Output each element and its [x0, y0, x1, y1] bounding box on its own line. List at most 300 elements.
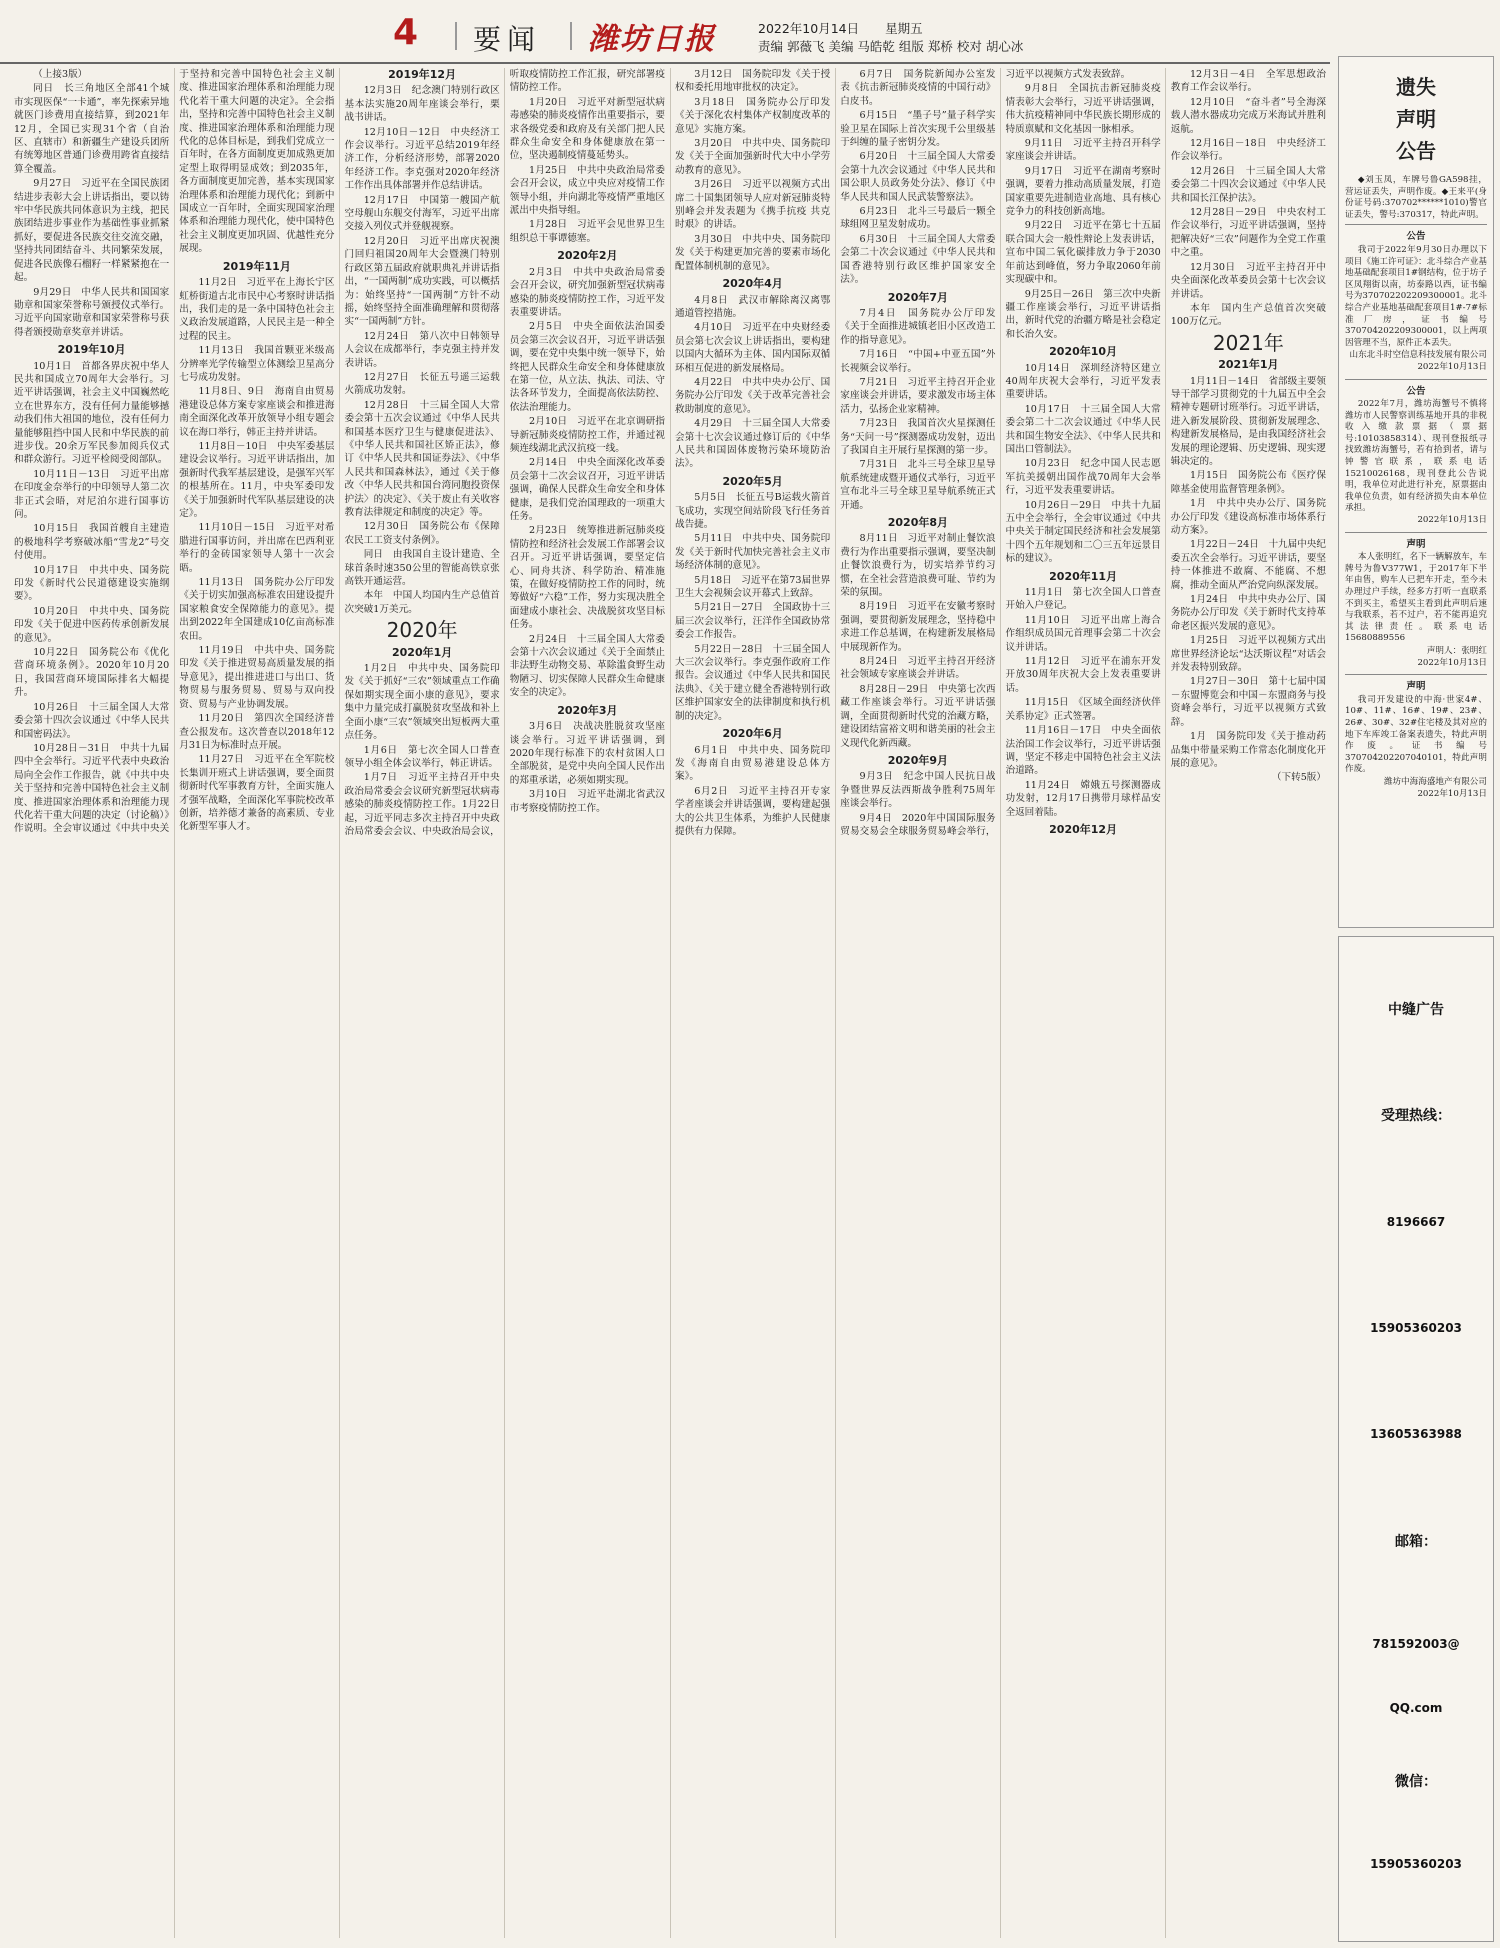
- entry-text: 习近平会见世界卫生组织总干事谭德塞。: [509, 219, 666, 244]
- entry-text: 我国首次火星探测任务“天问一号”探测器成功发射，迈出了我国自主开展行星探测的第一步。: [840, 418, 996, 456]
- entry-text: 十三届全国人大常委会第二十次会议通过《中华人民共和国香港特别行政区维护国家安全法》。: [840, 233, 996, 286]
- chronicle-entry: [510, 415, 665, 455]
- chronicle-entry: [510, 164, 665, 218]
- entry-text: 习近平主持召开科学家座谈会并讲话。: [1005, 138, 1161, 163]
- newspaper-masthead: 潍坊日报: [588, 22, 716, 57]
- month-heading: 2020年1月: [391, 645, 453, 659]
- entry-text: 习近平主持召开专家学者座谈会并讲话强调，要构建起强大的公共卫生体系，为维护人民健康提供有力保障。: [675, 785, 831, 837]
- chronicle-entry: [14, 177, 169, 284]
- entry-date: 9月4日: [859, 812, 892, 824]
- entry-text: 习近平对制止餐饮浪费行为作出重要指示强调，要坚决制止餐饮浪费行为，切实培养节约习惯，在全社会营造浪费可耻、节约为荣的氛围。: [840, 533, 996, 599]
- entry-date: 3月6日: [528, 721, 564, 733]
- entry-text: 习近平对新型冠状病毒感染的肺炎疫情作出重要指示，要求各级党委和政府及有关部门把人民群众生命安全和身体健康放在第一位，坚决遏制疫情蔓延势头。: [509, 96, 666, 162]
- entry-date: 8月24日: [859, 656, 898, 668]
- chronicle-entry: [840, 458, 995, 512]
- chronicle-entry: [840, 68, 995, 108]
- entry-spacer: [383, 590, 393, 601]
- entry-date: 9月29日: [33, 286, 72, 298]
- chronicle-entry: [1006, 696, 1161, 723]
- entry-date: 11月2日: [198, 277, 237, 289]
- entry-text: 海南自由贸易港建设总体方案专家座谈会和推进海南全面深化改革开放领导小组专题会议在海口举行，韩正主持并讲话。: [179, 386, 335, 438]
- phone-number: 15905360203: [1370, 1321, 1462, 1335]
- entry-spacer: [728, 786, 738, 797]
- chronicle-entry: [1171, 593, 1326, 633]
- chronicle-entry: [345, 399, 500, 520]
- entry-spacer: [733, 234, 743, 245]
- continued-note: （上接3版）: [33, 69, 88, 80]
- notice-body: ◆刘玉凤，车牌号鲁GA598挂，营运证丢失，声明作废。◆王来平(身份证号码:370702******1010)警官证丢失，警号:370317，特此声明。: [1345, 175, 1487, 220]
- entry-spacer: [898, 601, 908, 612]
- notice-date: 2022年10月13日: [1417, 515, 1487, 526]
- entry-spacer: [567, 525, 577, 536]
- entry-date: 10月22日: [33, 647, 79, 659]
- chronicle-entry: [345, 371, 500, 398]
- month-heading: 2020年12月: [1049, 822, 1118, 836]
- entry-text: 中央第七次西藏工作座谈会举行。习近平讲话强调，全面贯彻新时代党的治藏方略，建设团结富裕文明和谐美丽的社会主义现代化新西藏。: [840, 683, 996, 749]
- entry-date: 11月20日: [198, 713, 245, 725]
- entry-spacer: [1259, 539, 1269, 550]
- chronicle-entry: [840, 307, 995, 347]
- entry-date: 4月10日: [694, 322, 733, 334]
- entry-text: 习近平在湖南考察时强调，要着力推动高质量发展，打造国家重要先进制造业高地、具有核心竞争力的科技创新高地。: [1005, 165, 1161, 218]
- entry-spacer: [409, 400, 419, 411]
- entry-date: 12月10日－12日: [363, 126, 441, 138]
- chronicle-entry: [1006, 165, 1161, 219]
- entry-spacer: [79, 702, 89, 713]
- entry-spacer: [763, 644, 773, 655]
- entry-date: 3月30日: [694, 233, 733, 245]
- entry-date: 6月30日: [859, 233, 898, 245]
- entry-text: 十三届全国人大常委会第十七次会议通过修订后的《中华人民共和国固体废物污染环境防治法》。: [675, 418, 831, 470]
- entry-text: 习近平出席上海合作组织成员国元首理事会第二十次会议并讲话。: [1005, 614, 1161, 653]
- entry-spacer: [563, 721, 573, 732]
- entry-date: 1月20日: [528, 96, 568, 108]
- entry-date: 12月16日－18日: [1189, 138, 1267, 150]
- notice-heading: 声明: [1406, 538, 1426, 550]
- notice-heading: 公告: [1406, 231, 1426, 243]
- wechat-id: 15905360203: [1370, 1857, 1462, 1871]
- entry-spacer: [736, 97, 747, 108]
- entry-date: 6月23日: [859, 206, 898, 218]
- entry-text: 武汉市解除离汉离鄂通道管控措施。: [675, 294, 831, 319]
- month-heading: 2020年7月: [887, 290, 949, 304]
- entry-text: 中共中央办公厅、国务院办公厅印发《建设高标准市场体系行动方案》。: [1170, 498, 1326, 536]
- entry-spacer: [1267, 138, 1277, 149]
- chronicle-entry: [510, 633, 665, 700]
- entry-date: 1月: [1189, 731, 1207, 743]
- header-rule: [0, 62, 1330, 64]
- notice-divider: [1345, 224, 1487, 225]
- entry-spacer: [928, 684, 938, 695]
- notice-date: 2022年10月13日: [1417, 361, 1487, 372]
- month-heading: 2020年5月: [722, 474, 783, 488]
- chronicle-entry: [179, 344, 334, 384]
- entry-date: 7月31日: [859, 459, 898, 471]
- year-heading: 2020年: [386, 618, 458, 643]
- chronicle-entry: [179, 712, 334, 752]
- entry-date: 12月27日: [363, 371, 410, 383]
- entry-spacer: [237, 277, 247, 288]
- entry-date: 3月20日: [694, 138, 733, 150]
- entry-text: 中央全面依法治国委员会第三次会议召开，习近平讲话强调，要在党中央集中统一领导下，始终把人民群众生命安全和身体健康放在第一位，从立法、执法、司法、守法各环节发力，全面提高依法防控、依法治理能力。: [509, 321, 665, 413]
- chronicle-entry: [675, 321, 830, 375]
- entry-date: 10月28日－31日: [33, 742, 111, 754]
- entry-text: 习近平主持召开中央全面深化改革委员会第十七次会议并讲话。: [1170, 261, 1326, 300]
- entry-date: 9月25日－26日: [1024, 288, 1094, 300]
- entry-text: 中共中央、国务院印发《关于全面加强新时代大中小学劳动教育的意见》。: [675, 138, 831, 176]
- entry-spacer: [733, 138, 743, 149]
- notice-heading: 声明: [1406, 681, 1426, 693]
- entry-date: 1月2日: [363, 663, 398, 675]
- entry-spacer: [110, 469, 120, 480]
- entry-date: 7月21日: [859, 376, 898, 388]
- entry-spacer: [1063, 138, 1073, 149]
- entry-date: 12月30日: [1189, 261, 1236, 273]
- entry-text: 中央经济工作会议举行。习近平总结2019年经济工作，分析经济形势，部署2020年经济工作。李克强对2020年经济工作作出具体部署并作总结讲话。: [344, 126, 500, 192]
- entry-date: 2月10日: [528, 416, 568, 428]
- entry-text: “中国+中亚五国”外长视频会议举行。: [840, 349, 996, 374]
- entry-spacer: [244, 577, 254, 588]
- entry-date: 1月25日: [1189, 635, 1229, 647]
- notice-body: 本人张明红，名下一辆解放车，车牌号为鲁V377W1，于2017年下半年由售，购车人已把车开走，至今未办理过户手续，经多方打听一直联系不到买主，希望买主看到此声明后速与我联系，若不过户，若不能再追究其法律责任。联系电话15680889556: [1345, 552, 1487, 644]
- entry-text: 习近平在中央财经委员会第七次会议上讲话指出，要构建以国内大循环为主体、国内国际双循环相互促进的新发展格局。: [675, 322, 831, 374]
- month-heading: 2020年10月: [1049, 345, 1118, 359]
- entry-date: 1月: [1189, 498, 1207, 510]
- entry-text: 习近平主持召开经济社会领域专家座谈会并讲话。: [840, 656, 996, 681]
- entry-text: 习近平在全军院校长集训开班式上讲话强调，要全面贯彻新时代军事教育方针，全面实施人才强军战略，全面深化军事院校改革创新，培养德才兼备的高素质、专业化新型军事人才。: [179, 754, 335, 833]
- entry-spacer: [1236, 262, 1246, 273]
- month-heading: 2021年1月: [1218, 358, 1279, 372]
- month-heading: 2020年6月: [722, 727, 783, 741]
- chronicle-entry: [675, 643, 830, 723]
- chronicle-entry: [840, 109, 995, 149]
- entry-text: 中央全面依法治国工作会议举行，习近平讲话强调，坚定不移走中国特色社会主义法治道路。: [1005, 725, 1161, 777]
- chronicle-entry: [510, 788, 665, 815]
- entry-text: 中共中央政治局常委会召开会议，研究加强新型冠状病毒感染的肺炎疫情防控工作，习近平发表重要讲话。: [509, 266, 665, 318]
- entry-date: 1月22日－24日: [1189, 539, 1259, 551]
- chronicle-entry: [345, 194, 500, 234]
- entry-text: 全军思想政治教育工作会议举行。: [1170, 69, 1326, 94]
- entry-date: 5月22日－28日: [694, 643, 764, 655]
- chronicle-entry: [345, 126, 500, 193]
- entry-date: 12月28日－29日: [1189, 207, 1267, 219]
- entry-text: 第四次全国经济普查公报发布。这次普查以2018年12月31日为标准时点开展。: [179, 713, 335, 751]
- entry-text: 习近平主持召开企业家座谈会并讲话，要求激发市场主体活力，弘扬企业家精神。: [840, 376, 996, 415]
- chronicle-entry: [675, 137, 830, 177]
- entry-text: 我国首颗亚米级高分辨率光学传输型立体测绘卫星高分七号成功发射。: [179, 345, 335, 383]
- divider: [570, 22, 572, 50]
- entry-text: 纪念中国人民志愿军抗美援朝出国作战70周年大会举行，习近平发表重要讲话。: [1005, 458, 1161, 497]
- entry-date: 2月23日: [528, 525, 568, 537]
- entry-spacer: [409, 195, 419, 206]
- entry-spacer: [398, 745, 408, 756]
- editor-credits: 责编 郭薇飞 美编 马皓乾 组版 郑桥 校对 胡心冰: [758, 39, 1024, 54]
- chronicle-entry: [1171, 675, 1326, 729]
- entry-spacer: [1259, 676, 1269, 687]
- entry-date: 10月17日: [33, 564, 79, 576]
- notice-divider: [1345, 674, 1487, 675]
- entry-date: 11月8日、9日: [198, 386, 265, 398]
- entry-spacer: [898, 418, 908, 429]
- entry-spacer: [892, 813, 902, 824]
- entry-date: 5月5日: [694, 492, 727, 504]
- chronicle-entry: [345, 84, 500, 124]
- chronicle-entry: [510, 524, 665, 631]
- entry-spacer: [72, 287, 82, 298]
- phone-number: 8196667: [1386, 1215, 1446, 1229]
- entry-text: 中共中央、国务院印发《新时代公民道德建设实施纲要》。: [14, 564, 170, 603]
- chronicle-entry: [510, 96, 665, 163]
- entry-spacer: [244, 345, 254, 356]
- entry-text: “墨子号”量子科学实验卫星在国际上首次实现千公里级基于纠缠的量子密钥分发。: [840, 110, 996, 149]
- chronicle-entry: [840, 600, 995, 654]
- entry-text: 中央农村工作会议举行，习近平讲话强调，坚持把解决好“三农”问题作为全党工作重中之重。: [1170, 207, 1326, 259]
- entry-text: 第三次中央新疆工作座谈会举行，习近平讲话指出，新时代党的治疆方略是社会稳定和长治久安。: [1005, 288, 1161, 340]
- chronicle-entry: [675, 96, 830, 136]
- entry-text: 中共中央政治局常委会召开会议，成立中央应对疫情工作领导小组，并向湖北等疫情严重地区派出中央指导组。: [509, 164, 666, 217]
- entry-text: 北斗三号全球卫星导航系统建成暨开通仪式举行，习近平宣布北斗三号全球卫星导航系统正式开通。: [840, 459, 996, 511]
- entry-spacer: [733, 179, 743, 190]
- entry-date: 4月22日: [694, 376, 733, 388]
- entry-text: 国务院印发《关于推动药品集中带量采购工作常态化制度化开展的意见》。: [1170, 731, 1326, 769]
- entry-date: 6月2日: [694, 785, 729, 797]
- entry-text: 中共十九届四中全会举行。习近平代表中央政治局向全会作工作报告，就《中共中央关于坚持和完善中国特色社会主义制度、推进国家治理体系和治理能力现代化若干重大问题的决定（讨论稿）》作说明。全会审议通过《中共中央关于坚持和完善中国特色社会主义制度、推进国家治理体系和治理能力现代化若干重大问题的决定》。全会指出，坚持和完善中国特色社会主义制度、推进国家治理体系和治理能力现代化的总体目标是，到我们党成立一百年时，在各方面制度更加成熟更加定型上取得明显成效；到2035年，各方面制度更加完善，基本实现国家治理体系和治理能力现代化；到新中国成立一百年时，全面实现国家治理体系和治理能力现代化，使中国特色社会主义制度更加巩固、优越性充分展现。: [14, 69, 335, 835]
- entry-spacer: [267, 441, 277, 452]
- chronicle-entry: [345, 589, 500, 616]
- entry-date: 5月21日－27日: [694, 602, 764, 614]
- entry-date: 2月5日: [528, 321, 564, 333]
- chronicle-entry: [1006, 403, 1161, 457]
- entry-text: 习近平在第73届世界卫生大会视频会议开幕式上致辞。: [675, 574, 831, 600]
- chronicle-entry: [1171, 68, 1326, 95]
- entry-spacer: [1102, 725, 1112, 736]
- entry-spacer: [79, 523, 89, 534]
- entry-text: 首都各界庆祝中华人民共和国成立70周年大会举行。习近平讲话强调，社会主义中国巍然屹立在世界东方，没有任何力量能够撼动我们伟大祖国的地位，没有任何力量能够阻挡中国人民和中华民族的前进步伐。20余万军民参加阅兵仪式和群众游行。习近平检阅受阅部队。: [14, 360, 170, 466]
- entry-spacer: [1063, 587, 1073, 598]
- notice-signature: 声明人：张明红: [1426, 645, 1487, 656]
- dateline: [758, 20, 923, 37]
- entry-date: 1月28日: [528, 219, 568, 231]
- wechat-label: 微信：: [1395, 1774, 1437, 1790]
- entry-text: 十九届中央纪委五次全会举行。习近平讲话，要坚持一体推进不敢腐、不能腐、不想腐，推动全面从严治党向纵深发展。: [1170, 539, 1326, 591]
- chronicle-entry: [1171, 375, 1326, 469]
- entry-date: 11月24日: [1024, 779, 1071, 791]
- entry-text: 习近平在北京调研指导新冠肺炎疫情防控工作，并通过视频连线湖北武汉抗疫一线。: [509, 416, 666, 454]
- entry-text: 中共中央、国务院印发《关于抓好“三农”领域重点工作确保如期实现全面小康的意见》，要求集中力量完成打赢脱贫攻坚战和补上全面小康“三农”领域突出短板两大重点任务。: [344, 663, 500, 742]
- entry-text: 省部级主要领导干部学习贯彻党的十九届五中全会精神专题研讨班举行。习近平讲话，进入新发展阶段、贯彻新发展理念、构建新发展格局，是由我国经济社会发展的理论逻辑、历史逻辑、现实逻辑决定的。: [1170, 375, 1326, 467]
- entry-date: 10月1日: [33, 360, 72, 372]
- issue-date: 2022年10月14日: [758, 21, 860, 36]
- notice-body: 我司于2022年9月30日办理以下项目《施工许可证》：北斗综合产业基地基础配套项目1#钢结构，位于坊子区凤翔街以南，坊泰路以西，证书编号为370702202209300001。北斗综合产业基地基础配套项目1#-7#标准厂房，证书编号370704202209300001，以上两项因管理不当，原件正本丢失。: [1345, 244, 1487, 348]
- entry-spacer: [567, 789, 577, 800]
- entry-text: 国内生产总值首次突破100万亿元。: [1170, 302, 1326, 328]
- chronicle-entry: [1171, 206, 1326, 260]
- entry-date: 1月15日: [1189, 470, 1229, 482]
- entry-spacer: [898, 459, 908, 470]
- entry-spacer: [1094, 289, 1104, 300]
- entry-date: 6月15日: [859, 110, 898, 122]
- hotline-label: 受理热线：: [1381, 1108, 1451, 1124]
- chronicle-entry: [345, 744, 500, 771]
- entry-date: 9月3日: [859, 771, 894, 783]
- notice-heading: 公告: [1406, 385, 1426, 397]
- chronicle-entry: [1171, 302, 1326, 329]
- chronicle-entry: [840, 770, 995, 810]
- entry-date: 同日: [33, 83, 54, 95]
- entry-text: 习近平出席庆祝澳门回归祖国20周年大会暨澳门特别行政区第五届政府就职典礼并讲话指出，“一国两制”成功实践，可以概括为：始终坚持“一国两制”方针不动摇，始终坚持全面准确理解和贯彻落实“一国两制”方针。: [344, 235, 500, 328]
- chronicle-entry: [675, 417, 830, 471]
- mailbox-label: 邮箱：: [1395, 1534, 1437, 1550]
- entry-spacer: [1063, 220, 1073, 231]
- chronicle-entry: [1006, 219, 1161, 286]
- month-heading: 2020年4月: [722, 277, 783, 291]
- entry-date: 10月14日: [1024, 362, 1071, 374]
- entry-spacer: [894, 69, 904, 80]
- chronicle-entry: [675, 601, 830, 641]
- entry-date: 9月22日: [1024, 220, 1063, 232]
- entry-spacer: [409, 331, 419, 342]
- entry-spacer: [563, 321, 573, 332]
- entry-spacer: [1228, 635, 1238, 646]
- entry-spacer: [898, 206, 908, 217]
- entry-date: 11月13日: [198, 345, 245, 357]
- entry-date: 本年: [363, 590, 384, 602]
- entry-date: 8月11日: [859, 533, 898, 545]
- chronicle-entry: [510, 456, 665, 523]
- chronicle-entry: [179, 753, 334, 833]
- chronicle-entry: [179, 644, 334, 711]
- entry-date: 6月20日: [859, 151, 898, 163]
- entry-text: 嫦娥五号探测器成功发射，12月17日携带月球样品安全返回着陆。: [1005, 779, 1161, 818]
- entry-spacer: [244, 645, 254, 656]
- chronicle-entry: [675, 491, 830, 531]
- entry-text: 习近平赴湖北省武汉市考察疫情防控工作。: [509, 789, 666, 814]
- month-heading: 2019年10月: [57, 343, 126, 357]
- entry-date: 5月18日: [694, 574, 732, 586]
- chronicle-entry: [345, 548, 500, 588]
- issue-weekday: 星期五: [885, 21, 923, 36]
- chronicle-article: [14, 68, 1326, 1938]
- entry-text: 十三届全国人大常委会第十四次会议通过《中华人民共和国密码法》。: [14, 701, 170, 740]
- entry-spacer: [733, 533, 743, 544]
- entry-text: 中央军委基层建设会议举行。习近平讲话指出，加强新时代我军基层建设，是强军兴军的根基所在。11月，中央军委印发《关于加强新时代军队基层建设的决定》。: [179, 440, 335, 519]
- chronicle-entry: [840, 655, 995, 682]
- entry-spacer: [1069, 697, 1079, 708]
- entry-spacer: [54, 83, 64, 94]
- chronicle-entry: [179, 521, 334, 575]
- entry-text: 十三届全国人大常委会第二十四次会议通过《中华人民共和国长江保护法》。: [1170, 165, 1326, 204]
- entry-spacer: [72, 178, 82, 189]
- entry-text: 中共中央、国务院印发《关于新时代加快完善社会主义市场经济体制的意见》。: [675, 533, 831, 572]
- notice-divider: [1345, 532, 1487, 533]
- entry-text: 十三届全国人大常委会第二十二次会议通过《中华人民共和国生物安全法》、《中华人民共和国出口管制法》。: [1005, 403, 1161, 455]
- entry-text: 全国政协十三届三次会议举行，汪洋作全国政协常委会工作报告。: [675, 602, 831, 641]
- entry-text: 国务院办公厅印发《关于深化农村集体产权制度改革的意见》实施方案。: [675, 96, 831, 135]
- chronicle-entry: [1006, 724, 1161, 778]
- chronicle-entry: [1171, 497, 1326, 537]
- entry-text: 习近平在安徽考察时强调，要贯彻新发展理念，坚持稳中求进工作总基调，在构建新发展格局中展现新作为。: [840, 601, 996, 653]
- entry-text: 中华人民共和国国家勋章和国家荣誉称号颁授仪式举行。习近平向国家勋章和国家荣誉称号获得者颁授勋章奖章并讲话。: [14, 286, 170, 338]
- month-heading: 2020年9月: [887, 753, 949, 767]
- notice-signature: 潍坊中海海盛地产有限公司: [1383, 776, 1487, 787]
- entry-text: 中共中央、国务院印发《关于促进中医药传承创新发展的意见》。: [14, 605, 170, 644]
- entry-date: 6月1日: [694, 744, 729, 756]
- chronicle-entry: [1006, 499, 1161, 566]
- entry-date: 5月11日: [694, 533, 733, 545]
- entry-spacer: [763, 602, 773, 613]
- entry-spacer: [1102, 500, 1112, 511]
- chronicle-entry: [14, 82, 169, 176]
- page-number: 4: [393, 12, 419, 53]
- entry-text: 由我国自主设计建造、全球首条时速350公里的智能高铁京张高铁开通运营。: [344, 549, 500, 588]
- entry-date: 12月24日: [363, 330, 410, 342]
- chronicle-entry: [14, 286, 169, 340]
- entry-spacer: [79, 647, 89, 658]
- entry-spacer: [567, 97, 577, 108]
- chronicle-entry: [675, 294, 830, 321]
- chronicle-entry: [840, 417, 995, 457]
- chronicle-entry: [510, 218, 665, 245]
- chronicle-entry: [14, 646, 169, 700]
- entry-text: 长征五号遥三运载火箭成功发射。: [344, 371, 500, 397]
- entry-spacer: [733, 418, 743, 429]
- entry-text: 中共中央、国务院印发《关于构建更加完善的要素市场化配置体制机制的意见》。: [675, 233, 831, 272]
- entry-text: 第十七届中国－东盟博览会和中国－东盟商务与投资峰会举行，习近平以视频方式致辞。: [1170, 676, 1326, 728]
- chronicle-entry: [1006, 137, 1161, 164]
- chronicle-entry: [179, 576, 334, 643]
- entry-text: 《区域全面经济伙伴关系协定》正式签署。: [1005, 697, 1161, 722]
- entry-spacer: [733, 322, 743, 333]
- chronicle-entry: [1171, 538, 1326, 592]
- entry-text: 北斗三号最后一颗全球组网卫星发射成功。: [840, 206, 996, 231]
- entry-date: 1月27日－30日: [1189, 676, 1259, 688]
- entry-text: 国务院印发《关于授权和委托用地审批权的决定》。: [675, 69, 831, 94]
- entry-date: 7月16日: [859, 349, 899, 361]
- notice-title-announcement: 公告: [1396, 139, 1436, 163]
- entry-date: 3月26日: [694, 179, 733, 191]
- entry-spacer: [1059, 83, 1069, 94]
- entry-spacer: [383, 549, 393, 560]
- entry-date: 10月15日: [33, 523, 79, 535]
- entry-text: 中国第一艘国产航空母舰山东舰交付海军，习近平出席交接入列仪式并登舰视察。: [344, 194, 500, 233]
- chronicle-entry: [1006, 614, 1161, 654]
- entry-text: 中央全面深化改革委员会第十二次会议召开，习近平讲话强调，确保人民群众生命安全和身体健康，是我们党治国理政的一项重大任务。: [509, 457, 666, 522]
- month-heading: 2019年12月: [388, 68, 457, 81]
- chronicle-entry: [1006, 362, 1161, 402]
- month-heading: 2019年11月: [222, 259, 291, 273]
- email-address: 781592003@: [1372, 1637, 1460, 1651]
- entry-date: 10月26日: [33, 701, 79, 713]
- month-heading: 2020年11月: [1049, 569, 1118, 583]
- chronicle-entry: [840, 532, 995, 599]
- entry-text: 国务院公布《保障农民工工资支付条例》。: [344, 521, 500, 546]
- entry-spacer: [398, 772, 408, 783]
- entry-text: 决战决胜脱贫攻坚座谈会举行。习近平讲话强调，到2020年现行标准下的农村贫困人口全部脱贫，是党中央向全国人民作出的郑重承诺，必须如期实现。: [509, 721, 665, 786]
- entry-text: 国务院办公厅印发《关于全面推进城镇老旧小区改造工作的指导意见》。: [840, 307, 996, 346]
- entry-date: 6月7日: [859, 69, 894, 80]
- entry-date: 7月4日: [859, 307, 897, 319]
- entry-text: 国务院公布《优化营商环境条例》。2020年10月20日，我国营商环境国际排名大幅提升。: [14, 647, 170, 699]
- chronicle-entry: [14, 701, 169, 741]
- entry-spacer: [1070, 363, 1080, 374]
- entry-spacer: [898, 110, 908, 121]
- entry-spacer: [898, 151, 908, 162]
- entry-text: 中央经济工作会议举行。: [1170, 138, 1326, 163]
- entry-text: 全国抗击新冠肺炎疫情表彰大会举行，习近平讲话强调，伟大抗疫精神同中华民族长期形成的特质禀赋和文化基因一脉相承。: [1005, 83, 1161, 135]
- entry-date: 1月6日: [363, 744, 398, 756]
- entry-date: 3月12日: [694, 69, 733, 80]
- notice-body: 2022年7月，潍坊海蟹号不慎将潍坊市人民警察训练基地开具的非税收入缴款票据（票据号:10103858314）、现刊登报纸寻找致潍坊海蟹号，若有拾到者，请与钟警官联系，联系电话15210026168，现刊登此公告说明，我单位对此进行补充，原票据由我单位负责，如有经济损失由本单位承担。: [1345, 399, 1487, 514]
